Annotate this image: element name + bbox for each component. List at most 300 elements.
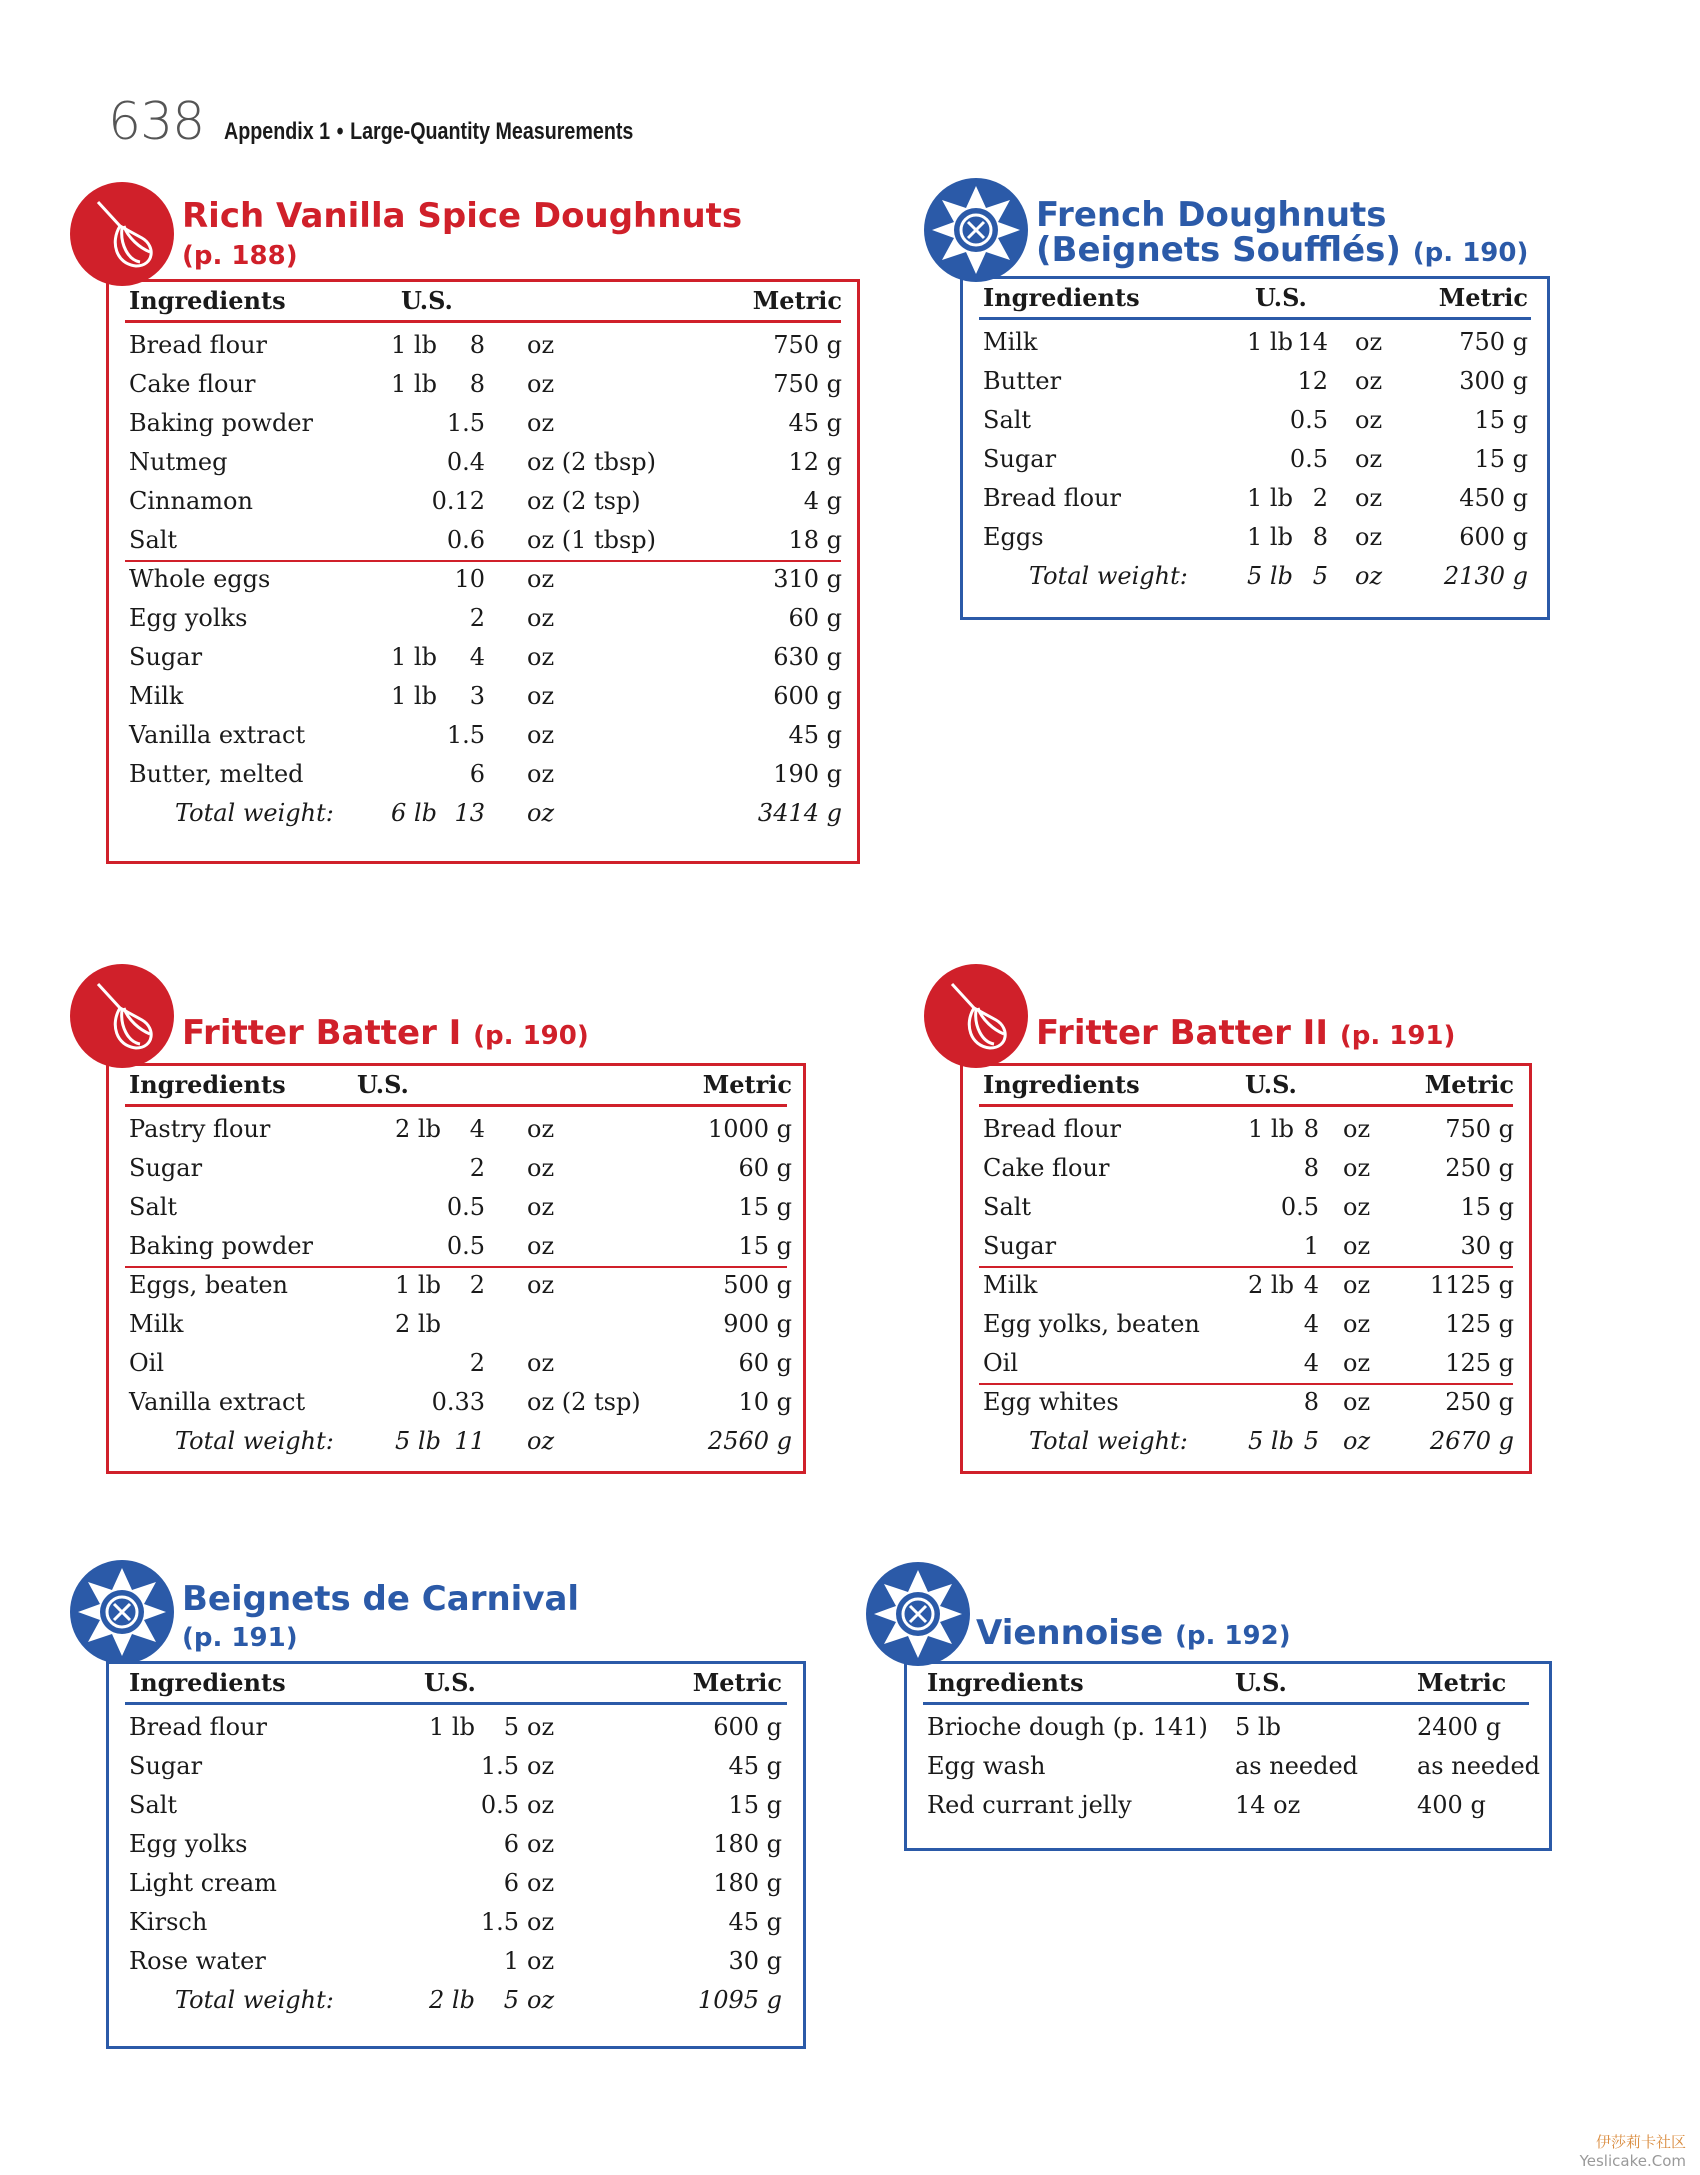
ingredient-name: Egg yolks: [129, 1830, 248, 1858]
ingredient-name: Total weight:: [175, 799, 334, 827]
us-pounds: 1 lb: [391, 331, 437, 359]
metric-amount: 500 g: [723, 1271, 792, 1299]
us-ounces: 6: [503, 1869, 519, 1897]
metric-amount: 300 g: [1459, 367, 1528, 395]
ingredient-row: [907, 1786, 1549, 1825]
recipe-title-text: Viennoise: [976, 1613, 1164, 1653]
metric-amount: 1095 g: [697, 1986, 782, 2014]
ingredient-name: Brioche dough (p. 141): [927, 1713, 1208, 1741]
section-rule: [125, 1266, 787, 1268]
us-pounds: 1 lb: [391, 643, 437, 671]
ingredient-row: [907, 1708, 1549, 1747]
recipe-table: [106, 1063, 806, 1474]
us-ounces: 1: [1303, 1232, 1319, 1260]
ingredient-name: Vanilla extract: [129, 1388, 306, 1416]
us-pounds: 2 lb: [395, 1310, 441, 1338]
us-unit: oz: [527, 1154, 555, 1182]
ingredient-row: [963, 1266, 1529, 1305]
recipe-title-line2: [182, 236, 298, 273]
ingredient-row: [963, 1110, 1529, 1149]
metric-amount: 1000 g: [707, 1115, 792, 1143]
us-ounces: 8: [469, 331, 485, 359]
whisk-icon: [924, 964, 1028, 1068]
us-ounces: 2: [1312, 484, 1328, 512]
metric-amount: 45 g: [728, 1908, 782, 1936]
ingredient-name: Baking powder: [129, 409, 314, 437]
recipe-page-ref: (p. 190): [1412, 238, 1529, 268]
recipe-page-ref: (p. 192): [1175, 1621, 1291, 1651]
metric-amount: 600 g: [713, 1713, 782, 1741]
metric-amount: as needed: [1417, 1752, 1541, 1780]
metric-amount: 600 g: [773, 682, 842, 710]
ingredient-row: [963, 1227, 1529, 1266]
us-ounces: 0.5: [480, 1791, 519, 1819]
us-pounds: 5 lb: [1248, 1427, 1294, 1455]
us-ounces: 0.5: [446, 1193, 485, 1221]
recipe-title: [182, 1013, 589, 1053]
ingredient-name: Kirsch: [129, 1908, 208, 1936]
us-amount: 5 lb: [1235, 1713, 1281, 1741]
ingredient-name: Total weight:: [1029, 562, 1188, 590]
ingredient-row: [109, 1305, 803, 1344]
ingredient-name: Salt: [129, 526, 178, 554]
metric-amount: 125 g: [1445, 1310, 1514, 1338]
ingredient-name: Egg wash: [927, 1752, 1046, 1780]
header-rule: [125, 320, 841, 323]
section-rule: [125, 560, 841, 562]
us-ounces: 0.12: [431, 487, 485, 515]
ingredient-name: Nutmeg: [129, 448, 228, 476]
metric-amount: 400 g: [1417, 1791, 1486, 1819]
us-unit: oz: [527, 1427, 555, 1455]
metric-amount: 750 g: [773, 370, 842, 398]
us-unit: oz: [527, 1115, 555, 1143]
ingredient-row: [109, 1864, 803, 1903]
col-header-ingredients: Ingredients: [129, 286, 286, 315]
metric-amount: 750 g: [773, 331, 842, 359]
recipe-title-text: Fritter Batter II: [1036, 1013, 1328, 1053]
col-header-metric: Metric: [702, 1070, 792, 1099]
ingredient-name: Sugar: [983, 1232, 1057, 1260]
us-unit: oz: [527, 643, 555, 671]
col-header-ingredients: Ingredients: [927, 1668, 1084, 1697]
ingredient-row: [109, 365, 857, 404]
watermark-line1: 伊莎莉卡社区: [1595, 2133, 1686, 2151]
ingredient-row: [963, 518, 1547, 557]
ingredient-row: [109, 1344, 803, 1383]
col-header-metric: Metric: [1424, 1070, 1514, 1099]
ingredient-name: Total weight:: [175, 1427, 334, 1455]
watermark-line2: Yeslicake.Com: [1579, 2152, 1686, 2170]
metric-amount: 2400 g: [1417, 1713, 1502, 1741]
us-unit: oz: [527, 799, 555, 827]
us-pounds: 2 lb: [395, 1115, 441, 1143]
us-ounces: 10: [454, 565, 485, 593]
metric-amount: 30 g: [728, 1947, 782, 1975]
ingredient-row: [963, 440, 1547, 479]
us-ounces: 4: [1303, 1271, 1319, 1299]
metric-amount: 15 g: [728, 1791, 782, 1819]
col-header-metric: Metric: [752, 286, 842, 315]
ingredient-name: Egg yolks: [129, 604, 248, 632]
recipe-title: [182, 196, 743, 236]
recipe-title-text: Beignets de Carnival: [182, 1579, 580, 1619]
us-ounces: 12: [1297, 367, 1328, 395]
recipe-title: [182, 1579, 580, 1619]
us-unit: oz: [527, 604, 555, 632]
us-ounces: 4: [469, 1115, 485, 1143]
us-ounces: 0.4: [446, 448, 485, 476]
us-unit: oz: [1343, 1115, 1371, 1143]
ingredient-row: [963, 1149, 1529, 1188]
recipe-table: [106, 1661, 806, 2049]
recipe-table: [960, 1063, 1532, 1474]
recipe-title-text: Rich Vanilla Spice Doughnuts: [182, 196, 743, 236]
ingredient-name: Sugar: [129, 1752, 203, 1780]
ingredient-name: Bread flour: [983, 1115, 1121, 1143]
us-pounds: 6 lb: [391, 799, 437, 827]
us-amount: as needed: [1235, 1752, 1359, 1780]
ingredient-name: Bread flour: [983, 484, 1121, 512]
ingredient-name: Milk: [983, 328, 1038, 356]
col-header-us: U.S.: [357, 1070, 409, 1099]
us-ounces: 2: [469, 1349, 485, 1377]
us-unit: oz: [527, 409, 555, 437]
ingredient-name: Cake flour: [129, 370, 256, 398]
col-header-us: U.S.: [424, 1668, 476, 1697]
ingredient-name: Vanilla extract: [129, 721, 306, 749]
recipe-title-text: French Doughnuts: [1036, 195, 1387, 235]
ingredient-name: Sugar: [983, 445, 1057, 473]
us-unit: oz: [527, 565, 555, 593]
ingredient-row: [963, 1188, 1529, 1227]
recipe-table: [960, 276, 1550, 620]
us-ounces: 8: [469, 370, 485, 398]
us-ounces: 6: [469, 760, 485, 788]
ingredient-row: [963, 1344, 1529, 1383]
cordon-bleu-seal-icon: [924, 178, 1028, 282]
ingredient-name: Eggs, beaten: [129, 1271, 288, 1299]
us-ounces: 14: [1297, 328, 1328, 356]
total-row: [109, 794, 857, 833]
us-pounds: 1 lb: [391, 682, 437, 710]
us-unit: oz: [1343, 1271, 1371, 1299]
us-ounces: 8: [1312, 523, 1328, 551]
us-unit: oz: [527, 1232, 555, 1260]
us-pounds: 1 lb: [1247, 523, 1293, 551]
col-header-us: U.S.: [401, 286, 453, 315]
ingredient-row: [109, 521, 857, 560]
ingredient-row: [109, 1188, 803, 1227]
header-rule: [923, 1702, 1529, 1705]
metric-amount: 45 g: [728, 1752, 782, 1780]
ingredient-name: Cinnamon: [129, 487, 253, 515]
ingredient-name: Milk: [129, 682, 184, 710]
metric-amount: 2130 g: [1443, 562, 1528, 590]
us-unit: oz: [527, 1908, 555, 1936]
metric-amount: 15 g: [1460, 1193, 1514, 1221]
ingredient-row: [109, 1942, 803, 1981]
us-ounces: 3: [469, 682, 485, 710]
us-ounces: 5: [503, 1713, 519, 1741]
us-ounces: 4: [1303, 1310, 1319, 1338]
total-row: [109, 1981, 803, 2020]
metric-amount: 15 g: [738, 1232, 792, 1260]
metric-amount: 60 g: [788, 604, 842, 632]
us-unit: oz: [1343, 1154, 1371, 1182]
metric-amount: 250 g: [1445, 1154, 1514, 1182]
section-subtitle: Large-Quantity Measurements: [350, 118, 634, 145]
metric-amount: 450 g: [1459, 484, 1528, 512]
metric-amount: 250 g: [1445, 1388, 1514, 1416]
us-unit: oz: [1343, 1349, 1371, 1377]
us-ounces: 5: [1303, 1427, 1319, 1455]
metric-amount: 15 g: [738, 1193, 792, 1221]
ingredient-row: [109, 560, 857, 599]
us-pounds: 2 lb: [1248, 1271, 1294, 1299]
us-unit: oz: [1355, 367, 1383, 395]
us-ounces: 0.5: [1289, 406, 1328, 434]
ingredient-name: Bread flour: [129, 1713, 267, 1741]
ingredient-row: [109, 1786, 803, 1825]
us-ounces: 1: [503, 1947, 519, 1975]
us-ounces: 2: [469, 604, 485, 632]
ingredient-name: Cake flour: [983, 1154, 1110, 1182]
metric-amount: 900 g: [723, 1310, 792, 1338]
metric-amount: 2670 g: [1429, 1427, 1514, 1455]
ingredient-row: [109, 716, 857, 755]
ingredient-name: Sugar: [129, 1154, 203, 1182]
col-header-metric: Metric: [1438, 283, 1528, 312]
recipe-table: [106, 279, 860, 864]
total-row: [963, 1422, 1529, 1461]
us-ounces: 0.5: [1289, 445, 1328, 473]
metric-amount: 630 g: [773, 643, 842, 671]
recipe-page-ref: (p. 191): [182, 1623, 298, 1653]
section-rule: [979, 1266, 1513, 1268]
us-ounces: 11: [454, 1427, 485, 1455]
ingredient-name: Red currant jelly: [927, 1791, 1132, 1819]
us-unit: oz: [1355, 328, 1383, 356]
col-header-ingredients: Ingredients: [983, 283, 1140, 312]
ingredient-name: Rose water: [129, 1947, 266, 1975]
metric-amount: 1125 g: [1429, 1271, 1514, 1299]
ingredient-name: Salt: [129, 1791, 178, 1819]
metric-amount: 600 g: [1459, 523, 1528, 551]
recipe-title: [1036, 195, 1387, 235]
us-ounces: 1.5: [480, 1908, 519, 1936]
us-ounces: 8: [1303, 1388, 1319, 1416]
ingredient-row: [109, 443, 857, 482]
us-unit: oz: [527, 760, 555, 788]
col-header-ingredients: Ingredients: [129, 1070, 286, 1099]
us-ounces: 5: [503, 1986, 519, 2014]
metric-amount: 4 g: [803, 487, 842, 515]
us-unit: oz: [527, 682, 555, 710]
ingredient-name: Oil: [129, 1349, 165, 1377]
us-pounds: 5 lb: [1247, 562, 1293, 590]
col-header-metric: Metric: [692, 1668, 782, 1697]
metric-amount: 10 g: [738, 1388, 792, 1416]
metric-amount: 30 g: [1460, 1232, 1514, 1260]
us-ounces: 6: [503, 1830, 519, 1858]
ingredient-row: [109, 1825, 803, 1864]
metric-amount: 12 g: [788, 448, 842, 476]
us-unit: oz: [527, 721, 555, 749]
ingredient-name: Eggs: [983, 523, 1044, 551]
us-amount: 14 oz: [1235, 1791, 1301, 1819]
us-unit: oz: [527, 1947, 555, 1975]
us-ounces: 2: [469, 1271, 485, 1299]
ingredient-row: [109, 755, 857, 794]
us-pounds: 1 lb: [391, 370, 437, 398]
ingredient-row: [109, 1110, 803, 1149]
metric-amount: 45 g: [788, 721, 842, 749]
us-unit: oz: [1355, 523, 1383, 551]
us-unit: oz: [1355, 562, 1383, 590]
col-header-ingredients: Ingredients: [983, 1070, 1140, 1099]
bullet: •: [336, 118, 344, 145]
ingredient-row: [109, 326, 857, 365]
us-ounces: 1.5: [446, 409, 485, 437]
col-header-ingredients: Ingredients: [129, 1668, 286, 1697]
us-unit: oz: [1343, 1310, 1371, 1338]
section-rule: [979, 1383, 1513, 1385]
us-unit: oz (2 tsp): [527, 487, 641, 515]
us-ounces: 8: [1303, 1154, 1319, 1182]
cordon-bleu-seal-icon: [70, 1560, 174, 1664]
ingredient-name: Milk: [129, 1310, 184, 1338]
us-unit: oz: [527, 1986, 555, 2014]
us-unit: oz: [527, 1830, 555, 1858]
us-unit: oz: [527, 1271, 555, 1299]
metric-amount: 18 g: [788, 526, 842, 554]
header-rule: [979, 1104, 1513, 1107]
metric-amount: 60 g: [738, 1349, 792, 1377]
metric-amount: 180 g: [713, 1830, 782, 1858]
ingredient-name: Salt: [983, 1193, 1032, 1221]
us-pounds: 2 lb: [429, 1986, 475, 2014]
col-header-metric: Metric: [1417, 1668, 1507, 1697]
ingredient-name: Total weight:: [175, 1986, 334, 2014]
ingredient-row: [963, 479, 1547, 518]
section-label: Appendix 1: [224, 118, 331, 145]
us-ounces: 0.5: [446, 1232, 485, 1260]
us-ounces: 0.33: [431, 1388, 485, 1416]
header-rule: [125, 1104, 787, 1107]
ingredient-row: [109, 677, 857, 716]
metric-amount: 15 g: [1474, 406, 1528, 434]
total-row: [963, 557, 1547, 596]
us-unit: oz (2 tbsp): [527, 448, 657, 476]
running-head: [224, 118, 633, 146]
ingredient-name: Milk: [983, 1271, 1038, 1299]
us-unit: oz: [1343, 1427, 1371, 1455]
us-unit: oz: [527, 1349, 555, 1377]
us-unit: oz: [527, 1713, 555, 1741]
us-pounds: 5 lb: [395, 1427, 441, 1455]
recipe-subtitle: (Beignets Soufflés): [1036, 230, 1401, 270]
recipe-table: [904, 1661, 1552, 1851]
us-unit: oz: [527, 1193, 555, 1221]
us-unit: oz: [1355, 484, 1383, 512]
col-header-us: U.S.: [1245, 1070, 1297, 1099]
us-pounds: 1 lb: [1247, 484, 1293, 512]
recipe-title-text: Fritter Batter I: [182, 1013, 462, 1053]
us-unit: oz: [1343, 1193, 1371, 1221]
metric-amount: 750 g: [1445, 1115, 1514, 1143]
us-pounds: 1 lb: [1248, 1115, 1294, 1143]
ingredient-name: Bread flour: [129, 331, 267, 359]
ingredient-name: Butter: [983, 367, 1062, 395]
metric-amount: 15 g: [1474, 445, 1528, 473]
metric-amount: 750 g: [1459, 328, 1528, 356]
ingredient-name: Oil: [983, 1349, 1019, 1377]
ingredient-row: [963, 1383, 1529, 1422]
us-unit: oz: [1343, 1232, 1371, 1260]
ingredient-row: [109, 1149, 803, 1188]
page-number: 638: [108, 92, 205, 152]
recipe-title: [1036, 1013, 1456, 1053]
ingredient-name: Egg whites: [983, 1388, 1119, 1416]
metric-amount: 60 g: [738, 1154, 792, 1182]
us-ounces: 0.6: [446, 526, 485, 554]
ingredient-name: Whole eggs: [129, 565, 271, 593]
ingredient-name: Egg yolks, beaten: [983, 1310, 1200, 1338]
us-unit: oz: [1343, 1388, 1371, 1416]
metric-amount: 3414 g: [757, 799, 842, 827]
ingredient-name: Butter, melted: [129, 760, 304, 788]
us-ounces: 4: [469, 643, 485, 671]
ingredient-row: [963, 362, 1547, 401]
ingredient-row: [963, 401, 1547, 440]
cordon-bleu-seal-icon: [866, 1562, 970, 1666]
metric-amount: 45 g: [788, 409, 842, 437]
metric-amount: 2560 g: [707, 1427, 792, 1455]
recipe-title-line2: [1036, 230, 1529, 270]
col-header-us: U.S.: [1255, 283, 1307, 312]
header-rule: [125, 1702, 787, 1705]
us-unit: oz: [1355, 445, 1383, 473]
recipe-page-ref: (p. 190): [473, 1021, 589, 1051]
ingredient-row: [109, 1708, 803, 1747]
metric-amount: 125 g: [1445, 1349, 1514, 1377]
ingredient-row: [963, 1305, 1529, 1344]
metric-amount: 180 g: [713, 1869, 782, 1897]
ingredient-row: [963, 323, 1547, 362]
us-ounces: 8: [1303, 1115, 1319, 1143]
ingredient-name: Salt: [129, 1193, 178, 1221]
page-header: [108, 92, 723, 152]
ingredient-row: [109, 482, 857, 521]
ingredient-name: Salt: [983, 406, 1032, 434]
ingredient-row: [109, 1227, 803, 1266]
recipe-page-ref: (p. 191): [1339, 1021, 1456, 1051]
us-ounces: 2: [469, 1154, 485, 1182]
whisk-icon: [70, 182, 174, 286]
us-unit: oz: [527, 1752, 555, 1780]
watermark: [1580, 2133, 1686, 2171]
ingredient-name: Light cream: [129, 1869, 277, 1897]
ingredient-row: [109, 1383, 803, 1422]
ingredient-row: [109, 638, 857, 677]
us-pounds: 1 lb: [395, 1271, 441, 1299]
ingredient-row: [109, 1747, 803, 1786]
col-header-us: U.S.: [1235, 1668, 1287, 1697]
us-ounces: 1.5: [480, 1752, 519, 1780]
us-unit: oz (1 tbsp): [527, 526, 657, 554]
ingredient-row: [109, 1266, 803, 1305]
